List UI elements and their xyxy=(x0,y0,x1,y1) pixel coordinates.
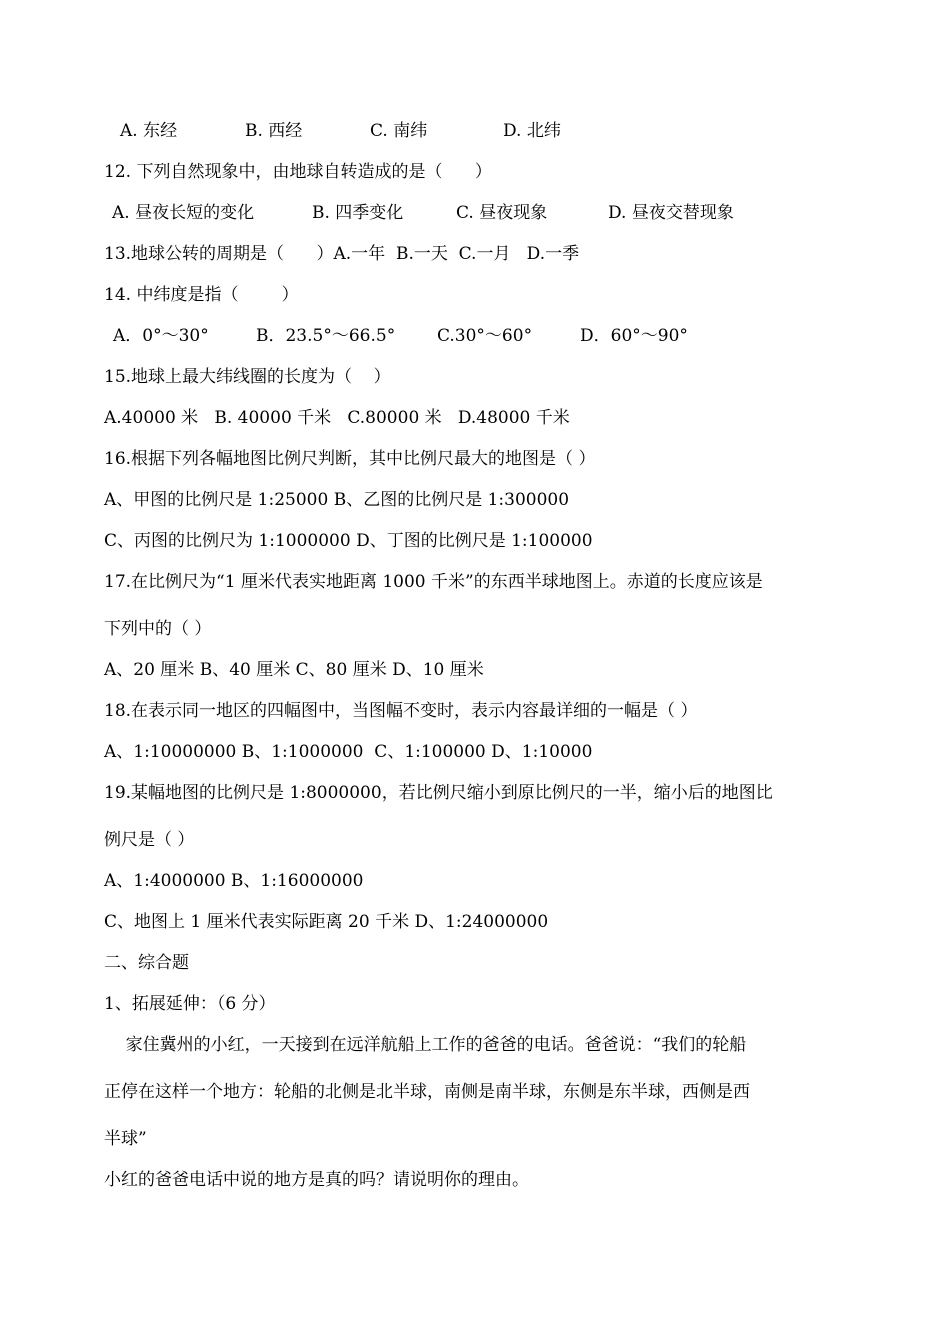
q17-stem-line1: 17.在比例尺为“1 厘米代表实地距离 1000 千米”的东西半球地图上。赤道的长度应该是 xyxy=(104,572,763,592)
q12-option-d: D. 昼夜交替现象 xyxy=(608,203,734,223)
question-1-prompt: 小红的爸爸电话中说的地方是真的吗？请说明你的理由。 xyxy=(104,1170,529,1190)
q12-stem: 12. 下列自然现象中，由地球自转造成的是（ ） xyxy=(104,162,492,182)
q14-option-a: A．0°～30° xyxy=(113,326,209,346)
q11-option-b: B. 西经 xyxy=(245,121,303,141)
question-1-title: 1、拓展延伸：（6 分） xyxy=(104,994,276,1014)
q14-option-d: D．60°～90° xyxy=(580,326,688,346)
q14-stem: 14. 中纬度是指（ ） xyxy=(104,285,299,305)
q12-option-a: A. 昼夜长短的变化 xyxy=(112,203,255,223)
q19-options-line1: A、1:4000000 B、1:16000000 xyxy=(104,871,364,891)
section-title: 二、综合题 xyxy=(104,953,189,973)
q12-option-b: B. 四季变化 xyxy=(312,203,404,223)
q11-option-a: A. 东经 xyxy=(120,121,178,141)
q18-options: A、1:10000000 B、1:1000000 C、1:100000 D、1:10000 xyxy=(104,742,593,762)
q11-option-d: D. 北纬 xyxy=(503,121,561,141)
question-1-paragraph-line1: 家住冀州的小红，一天接到在远洋航船上工作的爸爸的电话。爸爸说：“我们的轮船 xyxy=(104,1035,747,1055)
q15-stem: 15.地球上最大纬线圈的长度为（ ） xyxy=(104,367,391,387)
q19-stem-line2: 例尺是（ ） xyxy=(104,830,195,850)
q17-options: A、20 厘米 B、40 厘米 C、80 厘米 D、10 厘米 xyxy=(104,660,484,680)
q19-stem-line1: 19.某幅地图的比例尺是 1:8000000，若比例尺缩小到原比例尺的一半，缩小后的地图比 xyxy=(104,783,773,803)
q16-stem: 16.根据下列各幅地图比例尺判断，其中比例尺最大的地图是（ ） xyxy=(104,449,596,469)
question-1-paragraph-line3: 半球” xyxy=(104,1129,147,1149)
q19-options-line2: C、地图上 1 厘米代表实际距离 20 千米 D、1:24000000 xyxy=(104,912,549,932)
q11-option-c: C. 南纬 xyxy=(370,121,428,141)
q18-stem: 18.在表示同一地区的四幅图中，当图幅不变时，表示内容最详细的一幅是（ ） xyxy=(104,701,698,721)
q15-options: A.40000 米 B. 40000 千米 C.80000 米 D.48000 千米 xyxy=(104,408,570,428)
q16-options-line1: A、甲图的比例尺是 1:25000 B、乙图的比例尺是 1:300000 xyxy=(104,490,570,510)
q12-option-c: C. 昼夜现象 xyxy=(456,203,548,223)
q13-stem: 13.地球公转的周期是（ ）A.一年 B.一天 C.一月 D.一季 xyxy=(104,244,580,264)
q14-option-c: C.30°～60° xyxy=(437,326,533,346)
question-1-paragraph-line2: 正停在这样一个地方：轮船的北侧是北半球，南侧是南半球，东侧是东半球，西侧是西 xyxy=(104,1082,750,1102)
q16-options-line2: C、丙图的比例尺为 1:1000000 D、丁图的比例尺是 1:100000 xyxy=(104,531,593,551)
q17-stem-line2: 下列中的（ ） xyxy=(104,619,212,639)
q14-option-b: B．23.5°～66.5° xyxy=(256,326,396,346)
